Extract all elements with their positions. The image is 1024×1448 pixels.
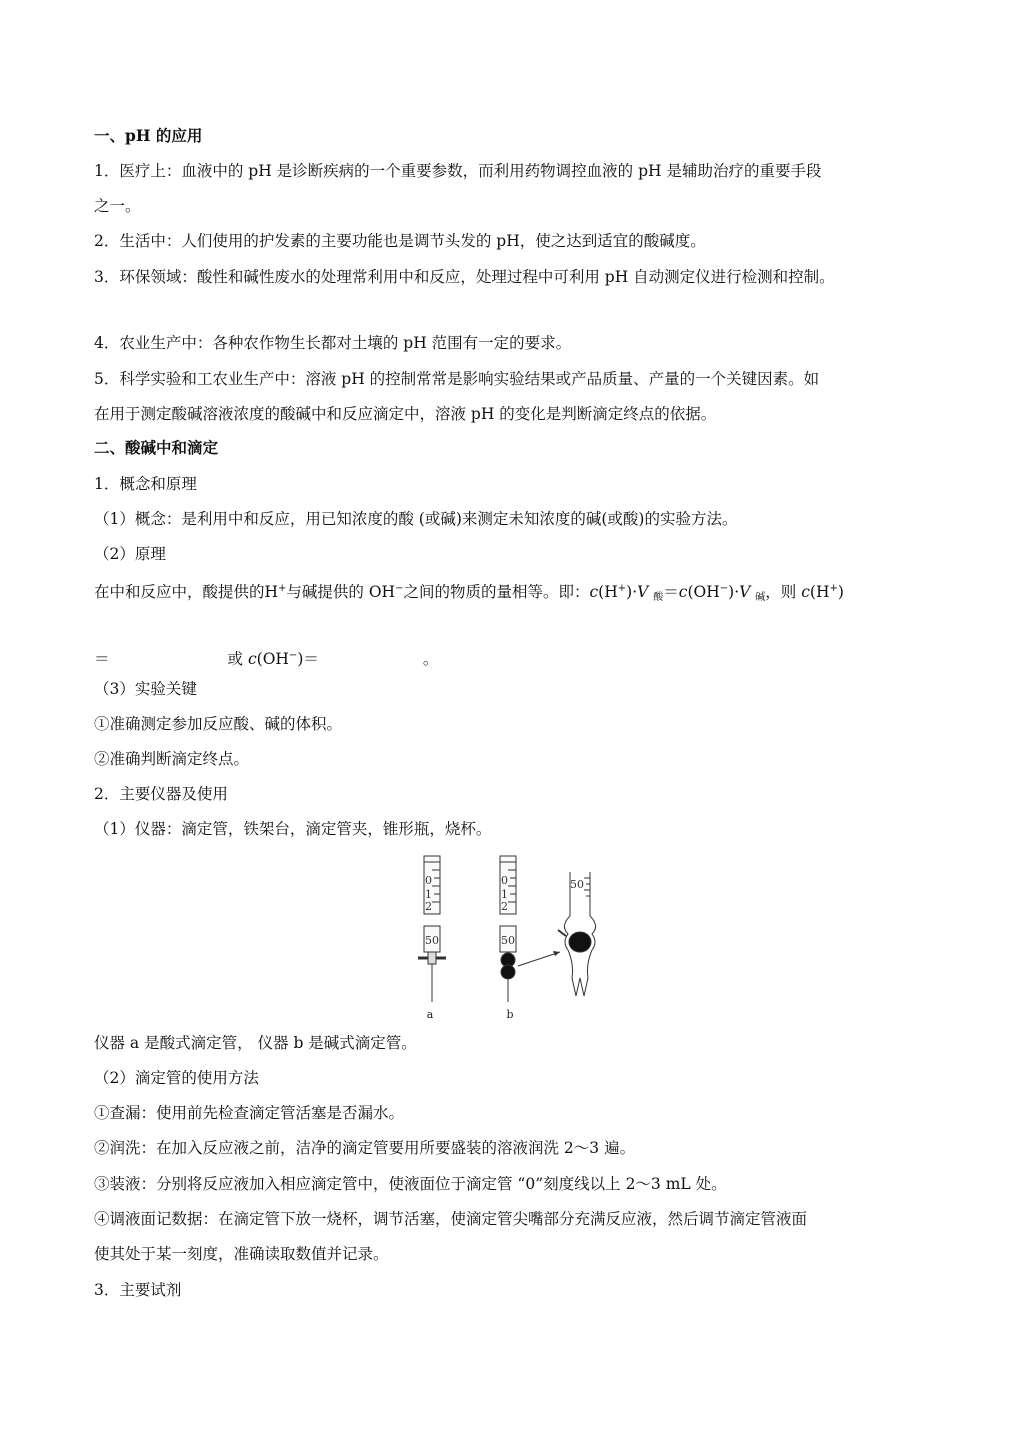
oh-ion: (OH <box>256 650 289 668</box>
burette-figure <box>410 850 620 1022</box>
subheading-reagents: 3．主要试剂 <box>94 1281 182 1299</box>
usage-step-1: ①查漏：使用前先检查滴定管活塞是否漏水。 <box>94 1104 405 1122</box>
paragraph-agriculture: 4．农业生产中：各种农作物生长都对土壤的 pH 范围有一定的要求。 <box>94 334 572 352</box>
burette-b-scale-1: 1 <box>501 888 508 901</box>
formula-rest: )＝ <box>297 650 319 668</box>
symbol-c: c <box>678 583 688 601</box>
close-paren: ) <box>837 583 844 601</box>
figure-caption: 仪器 a 是酸式滴定管， 仪器 b 是碱式滴定管。 <box>94 1034 417 1052</box>
principle-text-2: 与碱提供的 OH <box>286 583 396 601</box>
oh-ion: (OH <box>687 583 720 601</box>
usage-step-4-cont: 使其处于某一刻度，准确读取数值并记录。 <box>94 1245 389 1263</box>
paragraph-medical: 1．医疗上：血液中的 pH 是诊断疾病的一个重要参数，而利用药物调控血液的 pH 是辅助治疗的重要手段 <box>94 162 822 180</box>
paragraph-environment: 3．环保领域：酸性和碱性废水的处理常利用中和反应，处理过程中可利用 pH 自动测定仪进行检测和控制。 <box>94 268 835 286</box>
symbol-c: c <box>801 583 810 601</box>
subheading-instruments: 2．主要仪器及使用 <box>94 785 228 803</box>
principle-text-3: 之间的物质的量相等。即： <box>403 583 590 601</box>
burette-a-scale-1: 1 <box>425 888 432 901</box>
symbol-v: V <box>637 583 649 601</box>
superscript-minus: − <box>288 650 298 661</box>
key-point-1: ①准确测定参加反应酸、碱的体积。 <box>94 715 343 733</box>
subheading-concept-principle: 1．概念和原理 <box>94 475 197 493</box>
subscript-acid: 酸 <box>653 592 664 603</box>
paragraph-science-cont: 在用于测定酸碱溶液浓度的酸碱中和反应滴定中，溶液 pH 的变化是判断滴定终点的依据。 <box>94 405 717 423</box>
superscript-minus: − <box>719 583 729 594</box>
paragraph-instruments: （1）仪器：滴定管，铁架台，滴定管夹，锥形瓶，烧杯。 <box>94 820 492 838</box>
superscript-plus: + <box>278 583 287 594</box>
paragraph-science: 5．科学实验和工农业生产中：溶液 pH 的控制常常是影响实验结果或产品质量、产量的一个关键因素。如 <box>94 370 820 388</box>
burette-a-scale-2: 2 <box>425 900 432 913</box>
superscript-minus: − <box>395 583 404 594</box>
section-heading-titration: 二、酸碱中和滴定 <box>94 438 219 457</box>
burette-b-scale-0: 0 <box>501 874 508 887</box>
h-ion: (H <box>598 583 618 601</box>
arrow-line <box>518 952 560 966</box>
formula-equals: ＝ <box>94 650 110 668</box>
superscript-plus: + <box>617 583 627 594</box>
close-dot: )· <box>626 583 638 601</box>
subheading-usage: （2）滴定管的使用方法 <box>94 1069 259 1087</box>
formula-line <box>94 645 438 670</box>
label-b: b <box>506 1008 514 1021</box>
paragraph-daily-life: 2．生活中：人们使用的护发素的主要功能也是调节头发的 pH，使之达到适宜的酸碱度。 <box>94 232 706 250</box>
usage-step-3: ③装液：分别将反应液加入相应滴定管中，使液面位于滴定管 “0”刻度线以上 2～3 mL 处。 <box>94 1175 727 1193</box>
subheading-principle: （2）原理 <box>94 545 166 563</box>
h-ion: (H <box>809 583 830 601</box>
burette-b-scale-2: 2 <box>501 900 508 913</box>
burette-a-scale-0: 0 <box>425 874 432 887</box>
equals-sign: ＝ <box>663 583 679 601</box>
burette-a-scale-50: 50 <box>425 934 439 947</box>
usage-step-4: ④调液面记数据：在滴定管下放一烧杯，调节活塞，使滴定管尖嘴部分充满反应液，然后调节滴定管液面 <box>94 1210 808 1228</box>
section-heading-ph-application: 一、pH 的应用 <box>94 126 203 145</box>
subscript-base: 碱 <box>755 592 766 603</box>
symbol-v: V <box>739 583 751 601</box>
paragraph-concept: （1）概念：是利用中和反应，用已知浓度的酸 (或碱)来测定未知浓度的碱(或酸)的实验方法。 <box>94 510 738 528</box>
subheading-key-points: （3）实验关键 <box>94 680 197 698</box>
formula-or: 或 <box>227 650 248 668</box>
paragraph-medical-cont: 之一。 <box>94 197 141 215</box>
superscript-plus: + <box>829 583 838 594</box>
paragraph-principle <box>94 578 844 609</box>
key-point-2: ②准确判断滴定终点。 <box>94 750 250 768</box>
usage-step-2: ②润洗：在加入反应液之前，洁净的滴定管要用所要盛装的溶液润洗 2～3 遍。 <box>94 1139 636 1157</box>
burette-b-scale-50: 50 <box>501 934 515 947</box>
then-text: ，则 <box>765 583 802 601</box>
arrow-head <box>553 951 560 956</box>
acid-burette <box>418 856 446 1002</box>
formula-period: 。 <box>422 650 439 668</box>
enlarged-scale-50: 50 <box>570 878 584 891</box>
principle-text-1: 在中和反应中，酸提供的H <box>94 583 279 601</box>
symbol-c: c <box>589 583 599 601</box>
symbol-c: c <box>247 650 257 668</box>
close-dot: )· <box>728 583 740 601</box>
label-a: a <box>426 1008 434 1021</box>
